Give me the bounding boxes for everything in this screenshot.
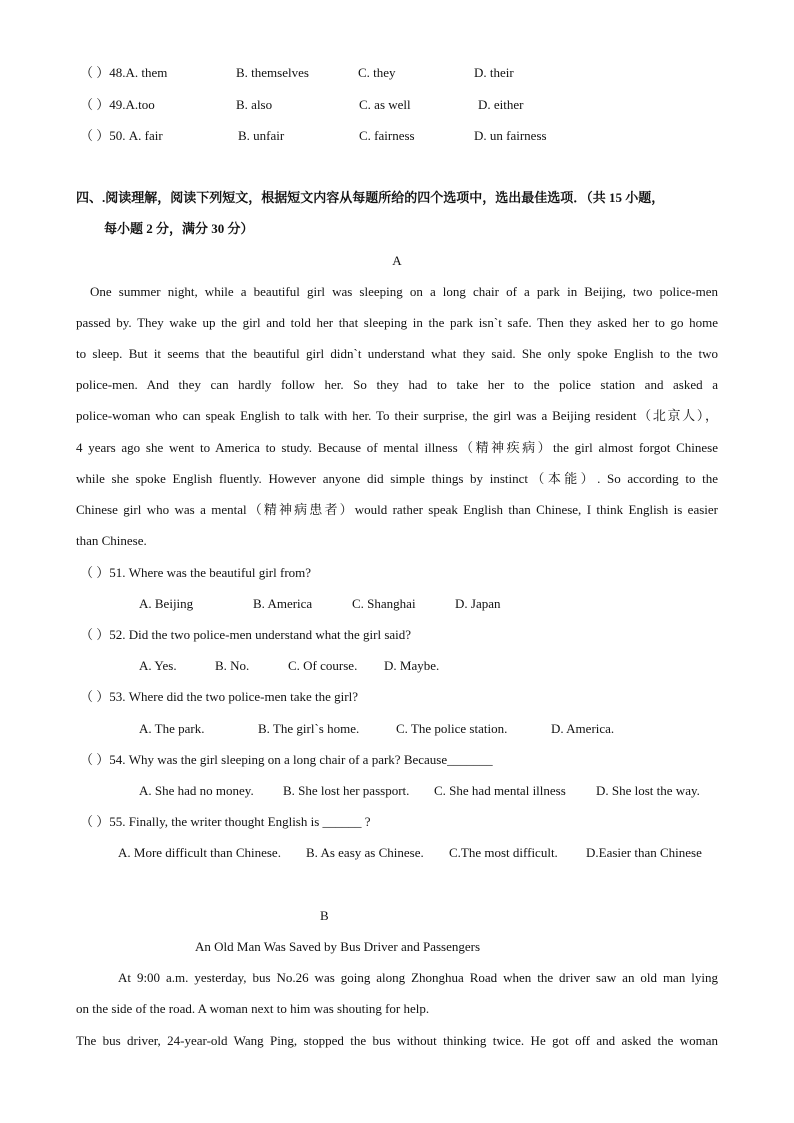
option-b: B. themselves bbox=[236, 65, 309, 80]
option-a: A. Beijing bbox=[139, 596, 194, 611]
option-d: D.Easier than Chinese bbox=[586, 845, 702, 860]
passage-a-line: police-woman who can speak English to talk with her. To their surprise, the girl was a Beijing resident（北京人）， bbox=[76, 408, 718, 423]
question-stem: （ ）55. Finally, the writer thought English is ______ ? bbox=[80, 814, 371, 829]
option-a: A. The park. bbox=[139, 721, 205, 736]
passage-b-line: The bus driver, 24-year-old Wang Ping, stopped the bus without thinking twice. He got off and asked the woman bbox=[76, 1033, 718, 1048]
section-heading-line1: 四、.阅读理解，阅读下列短文，根据短文内容从每题所给的四个选项中，选出最佳选项．（共 15 小题， bbox=[76, 190, 665, 205]
option-b: B. also bbox=[236, 97, 273, 112]
option-d: D. Japan bbox=[455, 596, 501, 611]
option-a: A. More difficult than Chinese. bbox=[118, 845, 281, 860]
mc-stem: （ ）50. A. fair bbox=[80, 128, 163, 143]
option-d: D. Maybe. bbox=[384, 658, 440, 673]
passage-b-line: At 9:00 a.m. yesterday, bus No.26 was going along Zhonghua Road when the driver saw an old man lying bbox=[118, 970, 718, 985]
option-c: C. fairness bbox=[359, 128, 415, 143]
option-b: B. unfair bbox=[238, 128, 285, 143]
question-stem: （ ）53. Where did the two police-men take the girl? bbox=[80, 689, 358, 704]
option-b: B. America bbox=[253, 596, 313, 611]
passage-a-line: police-men. And they can hardly follow her. So they had to take her to the police station and asked a bbox=[76, 377, 718, 392]
option-d: D. America. bbox=[551, 721, 615, 736]
passage-a-line: while she spoke English fluently. However anyone did simple things by instinct（本能）. So according to the bbox=[76, 471, 718, 486]
passage-a-line: Chinese girl who was a mental（精神病患者）would rather speak English than Chinese, I think English is easier bbox=[76, 502, 718, 517]
option-c: C. they bbox=[358, 65, 396, 80]
option-a: A. Yes. bbox=[139, 658, 177, 673]
option-b: B. No. bbox=[215, 658, 250, 673]
passage-a-label: A bbox=[392, 253, 402, 268]
option-c: C. as well bbox=[359, 97, 411, 112]
question-stem: （ ）52. Did the two police-men understand what the girl said? bbox=[80, 627, 412, 642]
option-a: A. She had no money. bbox=[139, 783, 254, 798]
option-c: C.The most difficult. bbox=[449, 845, 558, 860]
passage-b-line: on the side of the road. A woman next to him was shouting for help. bbox=[76, 1001, 430, 1016]
passage-b-label: B bbox=[320, 908, 329, 923]
passage-a-line: than Chinese. bbox=[76, 533, 147, 548]
mc-stem: （ ）48.A. them bbox=[80, 65, 168, 80]
passage-a-line: passed by. They wake up the girl and told her that sleeping in the park isn`t safe. Then they asked her to go home bbox=[76, 315, 718, 330]
option-c: C. The police station. bbox=[396, 721, 508, 736]
option-b: B. She lost her passport. bbox=[283, 783, 410, 798]
passage-a-line: 4 years ago she went to America to study. Because of mental illness（精神疾病）the girl almost forgot Chinese bbox=[76, 440, 718, 455]
option-c: C. Of course. bbox=[288, 658, 358, 673]
section-heading-line2: 每小题 2 分，满分 30 分） bbox=[104, 221, 254, 236]
passage-a-line: to sleep. But it seems that the beautiful girl didn`t understand what they said. She only spoke English to the two bbox=[76, 346, 718, 361]
option-d: D. un fairness bbox=[474, 128, 547, 143]
option-d: D. She lost the way. bbox=[596, 783, 700, 798]
mc-stem: （ ）49.A.too bbox=[80, 97, 155, 112]
question-stem: （ ）51. Where was the beautiful girl from? bbox=[80, 565, 312, 580]
question-stem: （ ）54. Why was the girl sleeping on a long chair of a park? Because_______ bbox=[80, 752, 493, 767]
passage-a-line: One summer night, while a beautiful girl was sleeping on a long chair of a park in Beijing, two police-men bbox=[90, 284, 718, 299]
option-c: C. Shanghai bbox=[352, 596, 416, 611]
passage-b-title: An Old Man Was Saved by Bus Driver and Passengers bbox=[195, 939, 481, 954]
option-b: B. The girl`s home. bbox=[258, 721, 360, 736]
option-b: B. As easy as Chinese. bbox=[306, 845, 424, 860]
option-c: C. She had mental illness bbox=[434, 783, 566, 798]
option-d: D. either bbox=[478, 97, 524, 112]
option-d: D. their bbox=[474, 65, 514, 80]
